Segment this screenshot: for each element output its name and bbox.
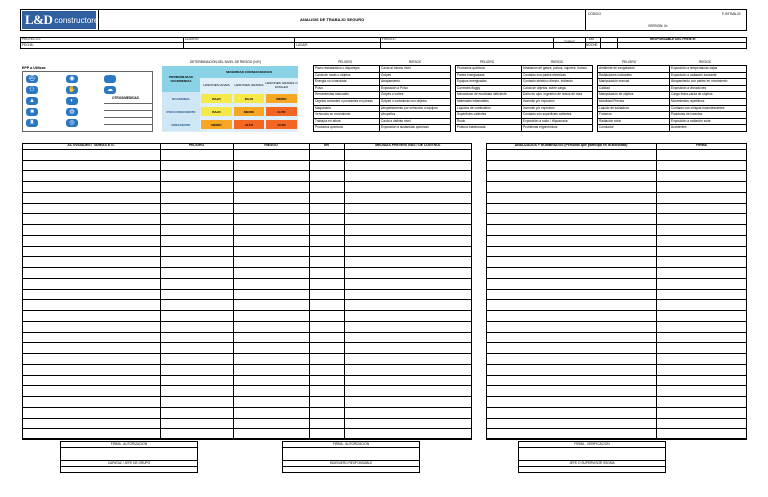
table-row[interactable] (22, 170, 472, 171)
company-logo (22, 11, 103, 29)
peligro-item: Calidad (599, 85, 610, 90)
signature-header: FIRMA (696, 143, 707, 147)
severity-col-1: LESIONES LEVES (203, 83, 230, 87)
riesgo-item: Exposición a vibraciones (671, 85, 707, 90)
peligro-item: Ambiente de congelación (599, 66, 635, 70)
peligro-item: Productos químicos (315, 125, 343, 130)
table-row[interactable] (22, 418, 472, 419)
hard-hat-icon: ⛑ (26, 75, 38, 83)
epp-frame (22, 71, 153, 132)
ear-protection-icon: ⌒ (104, 75, 116, 83)
turno-dia[interactable]: DÍA (589, 37, 595, 41)
signature-bottom-label: JEFE O SUPERVISOR SSOMA (569, 461, 615, 465)
signature-box-1[interactable] (60, 441, 198, 473)
table-row[interactable] (22, 396, 472, 397)
peligro-item: Líquidos de combustión (457, 105, 491, 110)
signature-box-3[interactable] (518, 441, 666, 473)
cliente-field[interactable]: CLIENTE: (185, 37, 200, 41)
table-row[interactable] (22, 278, 472, 279)
peligro-item: Conductor (599, 125, 614, 130)
document-title: ANALISIS DE TRABAJO SEGURO (300, 18, 365, 22)
riesgo-header: RIESGO (409, 60, 422, 64)
personnel-header: ANALIZADOS Y NOMBRADOS (Personal que participa en la actividad) (514, 143, 628, 147)
riesgo-item: Incendio y/o explosión (523, 99, 555, 103)
peligro-header: PELIGRO (622, 60, 637, 64)
peligro-item: Pisos resbaladizos o disparejos (315, 66, 360, 70)
riesgo-item: Exposición a radiación solar (671, 118, 711, 123)
peligro-item: Polvo (315, 85, 323, 90)
table-row[interactable] (22, 321, 472, 322)
table-row[interactable] (486, 192, 747, 193)
peligro-item: Mecanismo de movilidad deficiente (457, 92, 507, 97)
signature-bottom-label: INGENIERO RESPONSABLE (329, 461, 373, 465)
probability-row-3: FRECUENTE (162, 118, 200, 131)
proyecto-field[interactable]: PROYECTO: (22, 37, 41, 41)
table-row[interactable] (486, 310, 747, 311)
header-frame (20, 9, 747, 31)
table-row[interactable] (486, 213, 747, 214)
riesgo-item: Incendio y/o explosión (523, 105, 555, 110)
riesgo-item: Exposición a sustancias químicas (381, 125, 429, 130)
table-row[interactable] (22, 375, 472, 376)
riesgo-item: Daño en ojos, Ingestión de restos de obra (523, 92, 583, 97)
gloves-icon: ✋ (66, 86, 78, 94)
peligro-item: Caída de rocas o objetos (315, 72, 351, 77)
riesgo-item: Contacto con partes eléctricas (523, 72, 566, 77)
severity-col-3: LESIONES GRAVES O FATALES (265, 81, 298, 89)
peligro-item: Herramientas manuales (315, 92, 349, 97)
boots-icon: ▲ (26, 97, 38, 105)
riesgo-item: Carga física-caída de objetos (671, 92, 713, 97)
safety-glasses-icon: ◉ (66, 75, 78, 83)
table-row[interactable] (22, 439, 472, 440)
table-row[interactable] (486, 375, 747, 376)
riesgo-item: Caída de objetos, sobre carga (523, 85, 566, 90)
table-row[interactable] (486, 224, 747, 225)
peligro-item: Radiaciones ionizantes (599, 72, 632, 77)
lugar-field[interactable]: LUGAR: (296, 43, 308, 47)
risk-level-cell: BAJO (201, 94, 232, 103)
otros-label: OTROS/MEDIDAS (112, 96, 139, 100)
table-row[interactable] (486, 396, 747, 397)
risk-level-cell: MEDIO (201, 120, 232, 129)
table-row[interactable] (22, 256, 472, 257)
peligro-item: Movilidad Precisa (599, 99, 624, 103)
peligro-header: PELIGRO (338, 60, 353, 64)
riesgo-item: Atrapamiento con partes en movimiento (671, 79, 728, 84)
probability-row-1: OCASIONAL (162, 92, 200, 105)
riesgo-item: Atropellos (381, 112, 396, 117)
riesgo-item: Picaduras de insectos (671, 112, 703, 117)
risk-level-cell: ALTO (266, 120, 297, 129)
table-row[interactable] (22, 385, 472, 386)
riesgo-item: Contacto eléctrico directo, indirecto (523, 79, 573, 84)
signature-top-label: FIRMA - VERIFICACION (574, 442, 610, 446)
table-row[interactable] (486, 203, 747, 204)
riesgo-item: Movimientos repetitivos (671, 99, 705, 103)
peligro-header: PELIGRO (480, 60, 495, 64)
table-row[interactable] (22, 246, 472, 247)
table-row[interactable] (22, 342, 472, 343)
table-row[interactable] (486, 256, 747, 257)
riesgo-item: Accidentes (671, 125, 687, 130)
peligro-item: Materiales inflamables (457, 99, 489, 103)
risk-level-cell: ALTO (234, 120, 264, 129)
riesgo-item: Exposición a ruido / Hipoacusia (523, 118, 568, 123)
harness-icon: ⚇ (26, 86, 38, 94)
peligro-item: Maquinaria (315, 105, 331, 110)
table-row[interactable] (486, 246, 747, 247)
riesgo-item: Atropellamiento por vehículos o equipos (381, 105, 438, 110)
version-label: VERSIÓN: 0x (648, 24, 668, 28)
signature-bottom-label: CAPATAZ / JEFE DE GRUPO (107, 461, 151, 465)
peligro-item: Objetos cortantes o punzantes en piezas (315, 99, 373, 103)
mask-icon: ◍ (66, 108, 78, 116)
table-row[interactable] (22, 407, 472, 408)
responsable-field[interactable]: RESPONSABLE DEL FRENTE: (650, 37, 697, 41)
table-row[interactable] (22, 289, 472, 290)
peligro-item: Radiación solar (599, 118, 621, 123)
table-row[interactable] (22, 192, 472, 193)
col-header-1: ACTIVIDADES / TAREAS ETC (67, 143, 115, 147)
severity-col-2: LESIONES GRAVES (234, 83, 264, 87)
riesgo-item: Atrapamiento (381, 79, 400, 84)
riesgo-item: Contacto con chispas incandescentes (671, 105, 725, 110)
table-row[interactable] (486, 160, 747, 161)
peligro-item: Fumeros (599, 112, 612, 117)
table-row[interactable] (22, 181, 472, 182)
probability-title: PROBABILIDAD OCURRENCIA (162, 66, 200, 92)
riesgo-item: Exposición a temperaturas bajas (671, 66, 718, 70)
turno-noche[interactable]: NOCHE (586, 43, 598, 47)
riesgo-header: RIESGO (551, 60, 564, 64)
col-header-4: NR (324, 143, 329, 147)
personnel-table (486, 143, 747, 439)
activities-table (22, 143, 472, 439)
welding-mask-icon: ■ (26, 108, 38, 116)
signature-top-label: FIRMA - AUTORIZACION (332, 442, 370, 446)
peligro-item: Líquido de soldadura (599, 105, 629, 110)
coverall-icon: ♜ (26, 119, 38, 127)
risk-level-cell: BAJO (234, 94, 264, 103)
epp-title: EPP a Utilizar: (22, 66, 47, 70)
table-row[interactable] (22, 428, 472, 429)
peligro-item: Superficies calientes (457, 112, 487, 117)
peligro-item: Trabajos en altura (315, 118, 341, 123)
frente-field[interactable]: FRENTE: (382, 37, 396, 41)
risk-level-cell: BAJO (201, 107, 232, 116)
table-row[interactable] (486, 407, 747, 408)
table-row[interactable] (22, 299, 472, 300)
risk-level-cell: MEDIO (266, 94, 297, 103)
peligro-item: Manipulación manual (599, 79, 630, 84)
riesgo-item: Caída al mismo nivel (381, 66, 411, 70)
peligro-item: Vehículos en movimiento (315, 112, 351, 117)
table-row[interactable] (22, 213, 472, 214)
turno-label: TURNO (564, 40, 576, 44)
riesgo-item: Exposición a radiación ionizante (671, 72, 717, 77)
table-row[interactable] (22, 310, 472, 311)
table-row[interactable] (22, 353, 472, 354)
table-row[interactable] (486, 321, 747, 322)
peligro-item: Productos químicos (457, 66, 485, 70)
col-header-3: RIESGO (264, 143, 278, 147)
table-row[interactable] (486, 267, 747, 268)
riesgo-item: Caída a distinto nivel (381, 118, 411, 123)
goggles-icon: ◎ (66, 119, 78, 127)
risk-level-cell: ALTO (266, 107, 297, 116)
riesgo-item: Golpes o cortaduras con objetos (381, 99, 427, 103)
codigo-value: F-SSTMA-02 (722, 12, 741, 16)
peligro-item: Postura inadecuada (457, 125, 486, 130)
col-header-2: PELIGRO (188, 143, 205, 147)
peligro-item: Ruido (457, 118, 466, 123)
riesgo-item: Problemas ergonómicos (523, 125, 558, 130)
table-row[interactable] (486, 289, 747, 290)
peligro-item: Energía no controlada (315, 79, 347, 84)
table-row[interactable] (486, 278, 747, 279)
peligro-item: Partes energizadas (457, 72, 485, 77)
riesgo-header: RIESGO (699, 60, 712, 64)
severity-title: SEVERIDAD CONSECUENCIAS (200, 66, 298, 78)
riesgo-item: Golpes o cortes (381, 92, 404, 97)
table-row[interactable] (22, 160, 472, 161)
table-row[interactable] (486, 149, 747, 150)
table-row[interactable] (486, 235, 747, 236)
table-row[interactable] (22, 224, 472, 225)
table-row[interactable] (22, 332, 472, 333)
signature-top-label: FIRMA - AUTORIZACION (110, 442, 148, 446)
signature-box-2[interactable] (282, 441, 420, 473)
table-row[interactable] (486, 439, 747, 440)
respirator-icon: ☁ (104, 86, 116, 94)
matrix-title: DETERMINACIÓN DEL NIVEL DE RIESGO (N.R) (190, 60, 261, 64)
risk-level-cell: MEDIO (234, 107, 264, 116)
table-row[interactable] (486, 418, 747, 419)
peligro-item: Manipulación de objetos (599, 92, 634, 97)
table-row[interactable] (486, 170, 747, 171)
table-row[interactable] (486, 332, 747, 333)
fecha-field[interactable]: FECHA: (22, 43, 34, 47)
table-row[interactable] (486, 299, 747, 300)
table-row[interactable] (22, 364, 472, 365)
table-row[interactable] (22, 149, 472, 150)
table-row[interactable] (486, 385, 747, 386)
riesgo-item: Inhalación de gases, polvos, vapores, humos (523, 66, 587, 70)
table-row[interactable] (486, 428, 747, 429)
riesgo-item: Golpes (381, 72, 392, 77)
codigo-label: CÓDIGO (588, 12, 601, 16)
table-row[interactable] (486, 342, 747, 343)
table-row[interactable] (486, 364, 747, 365)
logo-word: constructores (54, 15, 103, 25)
probability-row-2: POCO FRECUENTE (162, 105, 200, 118)
face-shield-icon: ◐ (66, 97, 78, 105)
table-row[interactable] (22, 203, 472, 204)
logo-letters: L&D (25, 12, 53, 27)
table-row[interactable] (22, 267, 472, 268)
peligro-item: Equipos energizados (457, 79, 487, 84)
table-row[interactable] (486, 353, 747, 354)
table-row[interactable] (486, 181, 747, 182)
riesgo-item: Contacto con superficies calientes (523, 112, 572, 117)
table-row[interactable] (22, 235, 472, 236)
riesgo-item: Exposición a Polvo (381, 85, 408, 90)
peligro-item: Controles fluggy (457, 85, 481, 90)
col-header-5: MEDIDAS PREVENTIVAS / DE CONTROL (375, 143, 441, 147)
